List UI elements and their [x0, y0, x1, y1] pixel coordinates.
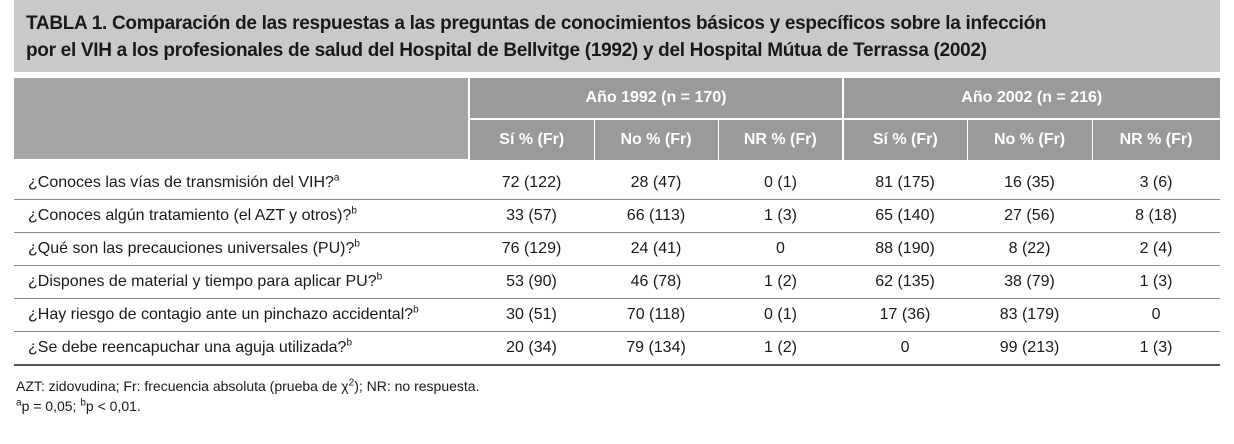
question-text: ¿Hay riesgo de contagio ante un pinchazo accidental? — [28, 306, 414, 323]
caption-label: TABLA 1. — [26, 13, 107, 34]
value-cell: 33 (57) — [506, 207, 557, 224]
value-cell: 2 (4) — [1139, 240, 1173, 257]
value-cell: 81 (175) — [875, 173, 935, 191]
value-cell: 83 (179) — [999, 306, 1060, 323]
header-col: Sí % (Fr) — [843, 119, 967, 160]
value-cell: 8 (22) — [1008, 240, 1051, 257]
header-group-row — [14, 78, 1220, 119]
value-cell: 27 (56) — [1004, 207, 1055, 224]
table-body — [14, 160, 1220, 365]
value-cell: 53 (90) — [506, 273, 557, 290]
value-cell: 70 (118) — [626, 306, 686, 323]
value-cell: 46 (78) — [630, 273, 682, 290]
question-text: ¿Qué son las precauciones universales (PU)? — [28, 240, 355, 257]
footnote-mark: b — [413, 304, 419, 316]
value-cell: 1 (3) — [1139, 339, 1173, 356]
note-text: AZT: zidovudina; Fr: frecuencia absoluta (prueba de χ — [16, 378, 349, 394]
superscript: b — [80, 397, 86, 409]
superscript: a — [16, 397, 22, 409]
value-cell: 1 (3) — [764, 207, 797, 224]
table-row — [14, 299, 1220, 332]
footnote-mark: b — [376, 271, 383, 283]
value-cell: 1 (2) — [764, 339, 797, 356]
table-figure — [14, 0, 1220, 416]
value-cell: 0 (1) — [764, 306, 797, 323]
header-col: NR % (Fr) — [1092, 119, 1220, 160]
value-cell: 17 (36) — [879, 306, 931, 323]
note-text: p < 0,01. — [85, 398, 141, 414]
question-cell — [14, 266, 469, 299]
header-col: NR % (Fr) — [718, 119, 843, 160]
table-row — [14, 266, 1220, 299]
value-cell: 30 (51) — [506, 306, 557, 323]
value-cell: 1 (3) — [1139, 273, 1173, 290]
table-caption — [14, 0, 1220, 72]
footnote-mark: b — [354, 238, 360, 250]
table-row — [14, 332, 1220, 366]
value-cell: 72 (122) — [501, 173, 562, 191]
question-cell — [14, 160, 469, 200]
table-notes — [14, 376, 1220, 416]
header-col: No % (Fr) — [594, 119, 718, 160]
header-col: No % (Fr) — [967, 119, 1092, 160]
value-cell: 66 (113) — [626, 207, 686, 224]
table-row — [14, 200, 1220, 233]
question-text: ¿Conoces las vías de transmisión del VIH? — [28, 174, 334, 191]
value-cell: 28 (47) — [630, 173, 682, 191]
note-abbreviations — [16, 376, 1220, 396]
value-cell: 20 (34) — [506, 339, 557, 356]
note-text: ); NR: no respuesta. — [354, 378, 480, 394]
caption-line-2: por el VIH a los profesionales de salud del Hospital de Bellvitge (1992) y del Hospital Mútua de Terrassa (2002) — [26, 40, 987, 61]
question-text: ¿Se debe reencapuchar una aguja utilizada? — [28, 339, 347, 356]
value-cell: 38 (79) — [1004, 273, 1055, 290]
footnote-mark: b — [351, 205, 357, 217]
note-text: p = 0,05; — [21, 398, 81, 414]
value-cell: 62 (135) — [875, 273, 935, 290]
footnote-mark: a — [333, 172, 340, 184]
header-blank-cell — [14, 78, 469, 160]
value-cell: 0 — [1151, 306, 1161, 323]
header-group-1992: Año 1992 (n = 170) — [469, 78, 843, 119]
value-cell: 79 (134) — [626, 339, 686, 356]
superscript: 2 — [348, 377, 355, 389]
value-cell: 24 (41) — [630, 240, 682, 257]
table-row — [14, 233, 1220, 266]
value-cell: 1 (2) — [764, 273, 797, 290]
value-cell: 3 (6) — [1139, 173, 1173, 191]
value-cell: 0 — [900, 339, 910, 356]
value-cell: 76 (129) — [501, 240, 562, 257]
header-group-2002: Año 2002 (n = 216) — [843, 78, 1220, 119]
value-cell: 16 (35) — [1004, 173, 1055, 191]
caption-text-1: Comparación de las respuestas a las preguntas de conocimientos básicos y específicos sobre la infección — [107, 13, 1047, 34]
note-significance — [16, 396, 1220, 416]
question-text: ¿Conoces algún tratamiento (el AZT y otros)? — [28, 207, 352, 224]
question-cell — [14, 332, 469, 366]
value-cell: 8 (18) — [1135, 207, 1177, 224]
value-cell: 0 (1) — [764, 173, 797, 191]
footnote-mark: b — [346, 337, 353, 349]
table-row — [14, 160, 1220, 200]
data-table — [14, 78, 1221, 366]
value-cell: 0 — [776, 240, 785, 257]
question-text: ¿Dispones de material y tiempo para aplicar PU? — [28, 273, 377, 290]
value-cell: 88 (190) — [875, 240, 935, 257]
question-cell — [14, 200, 469, 233]
value-cell: 65 (140) — [875, 207, 935, 224]
question-cell — [14, 299, 469, 332]
value-cell: 99 (213) — [999, 339, 1060, 356]
header-col: Sí % (Fr) — [469, 119, 594, 160]
question-cell — [14, 233, 469, 266]
caption-line-1 — [26, 10, 1208, 37]
